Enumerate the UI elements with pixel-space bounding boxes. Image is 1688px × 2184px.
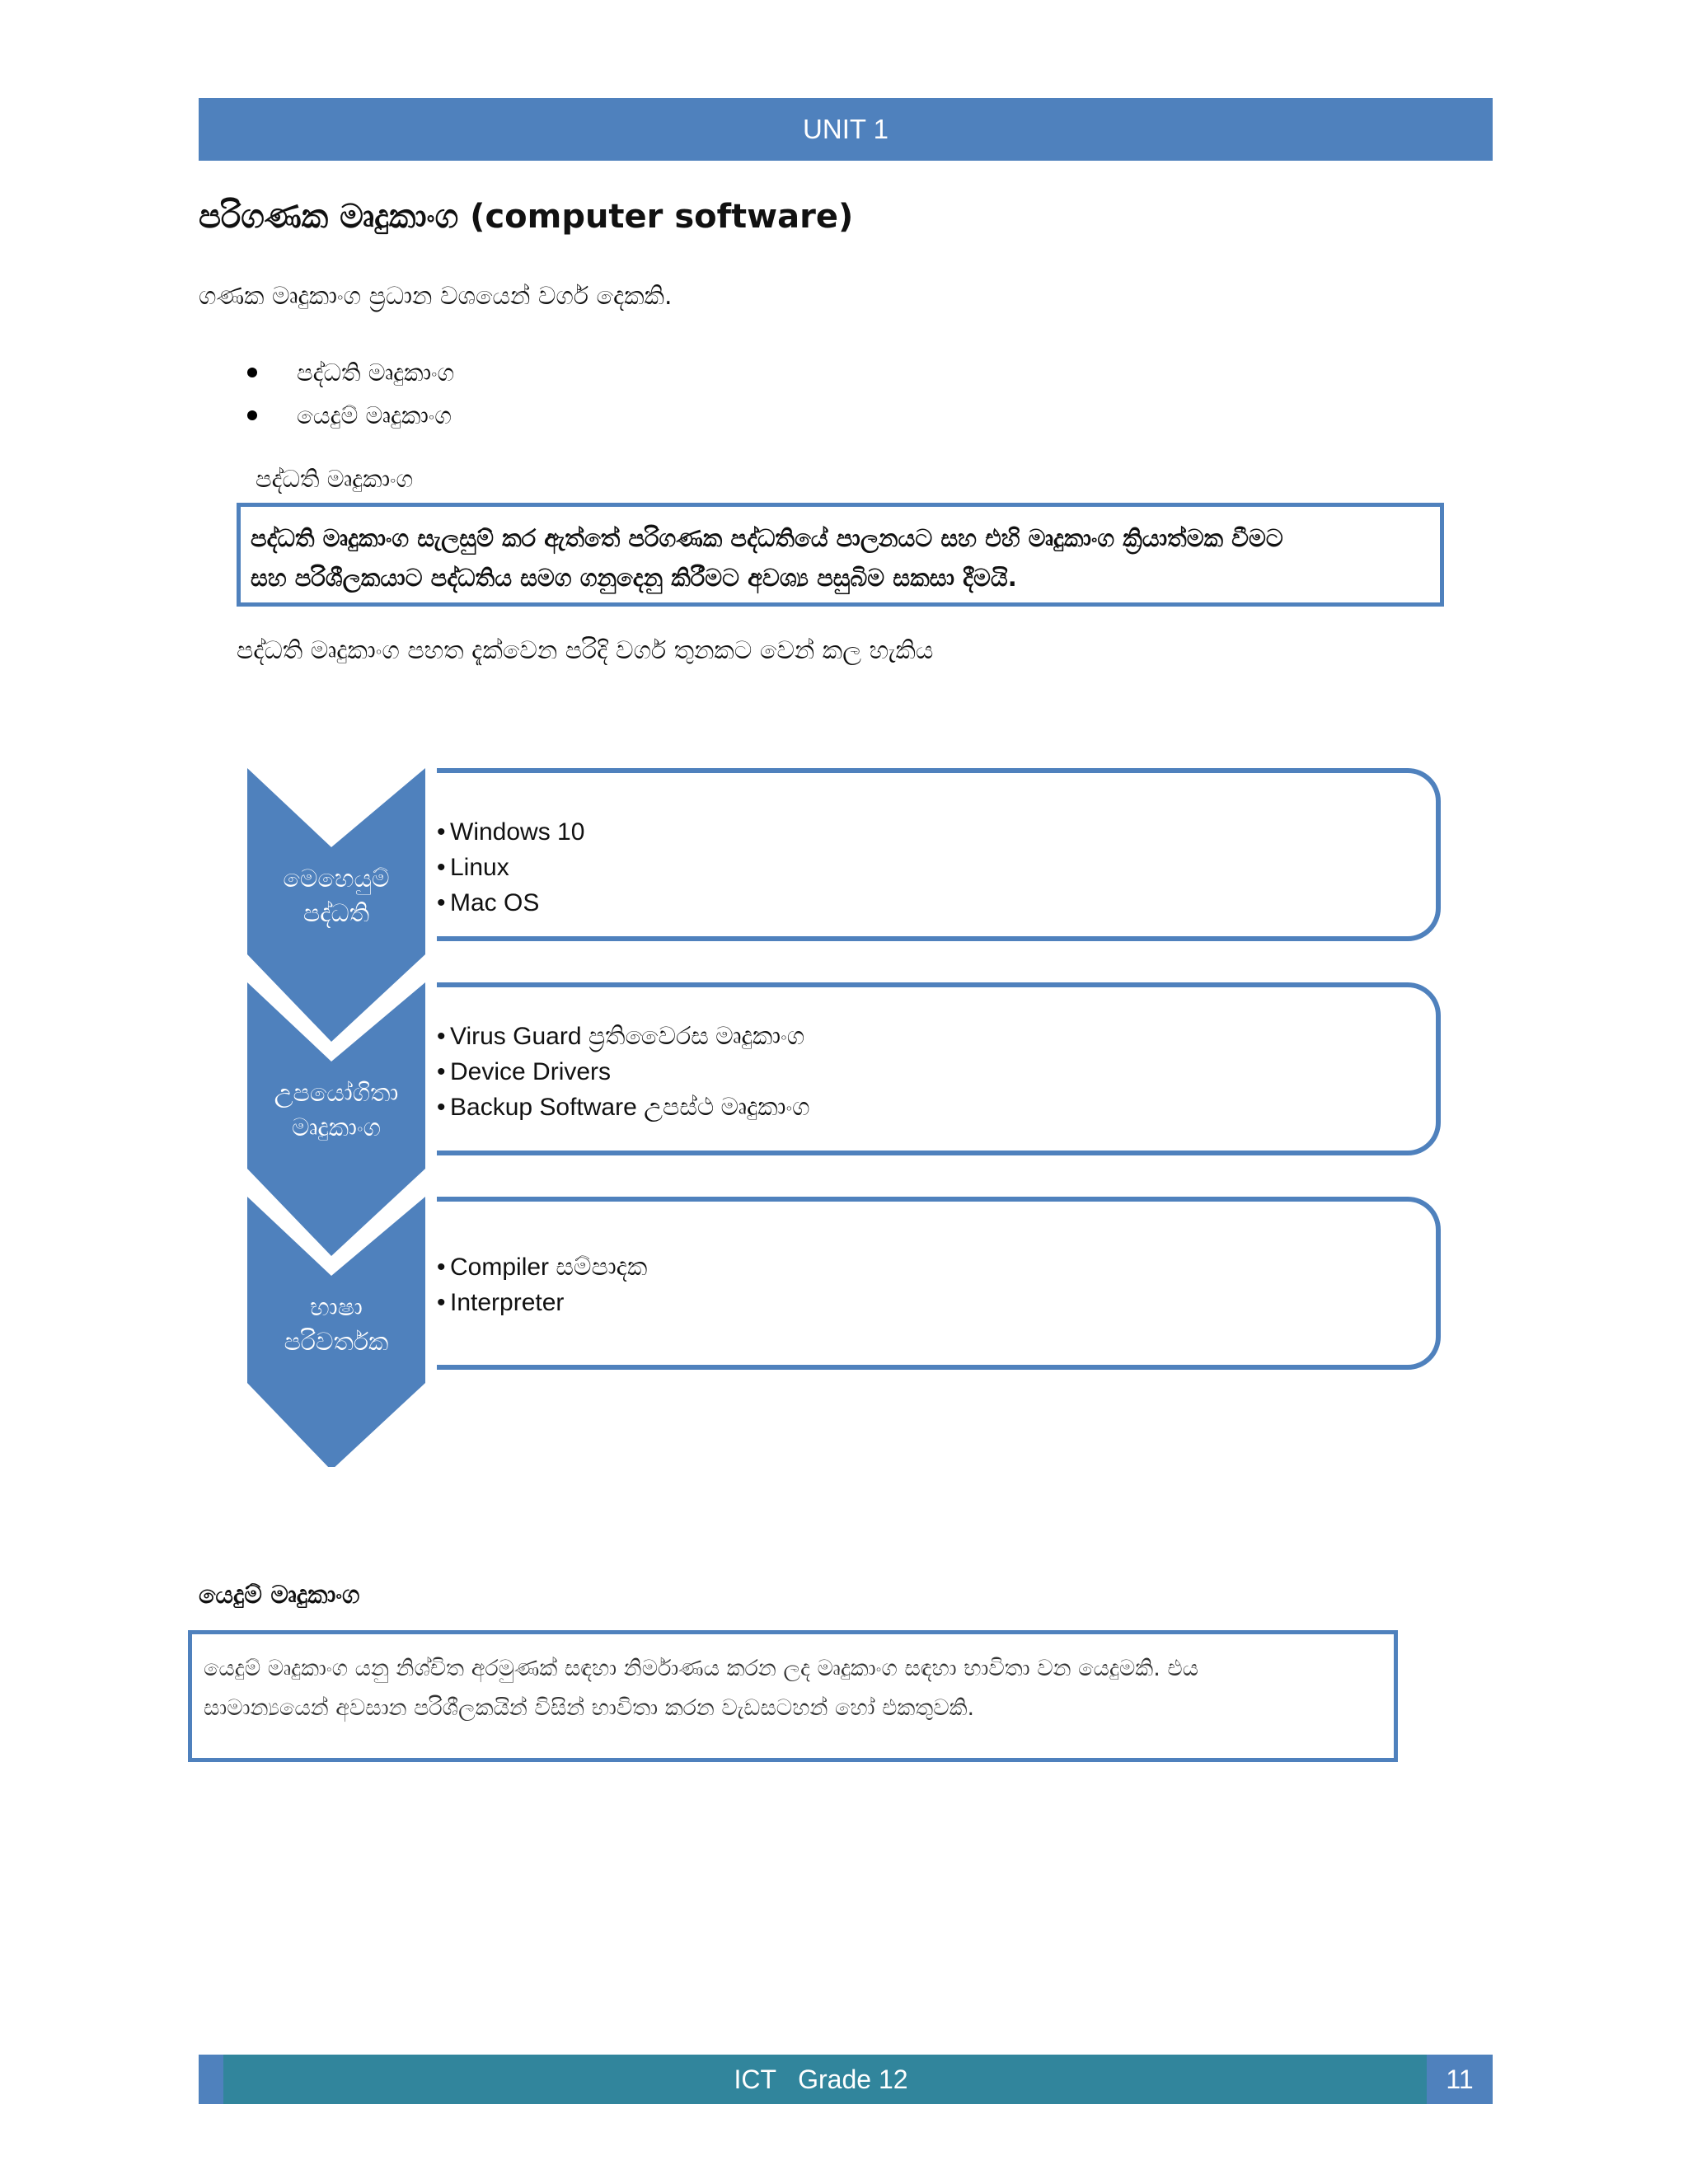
chevron-label-utility-software: උපයෝගිතා මෘදුකාංග <box>274 1079 399 1142</box>
list-item: • Virus Guard ප්‍රතිවෛරස මෘදුකාංග <box>437 1023 805 1050</box>
list-item: • Windows 10 <box>437 818 585 846</box>
system-software-heading: පද්ධති මෘදුකාංග <box>256 465 414 493</box>
footer-title: ICT Grade 12 <box>734 2064 908 2094</box>
page-title: පරිගණක මෘදුකාංග (computer software) <box>199 198 854 236</box>
language-translators-list-box <box>437 1197 1441 1370</box>
chevron-label-operating-systems: මෙහෙයුම් පද්ධති <box>283 865 390 928</box>
bullet-icon <box>247 410 257 420</box>
list-item: • Compiler සම්පාදක <box>437 1254 648 1281</box>
software-types-list <box>247 351 454 437</box>
definition-line: යෙදුම් මෘදුකාංග යනු නිශ්චිත අරමුණක් සඳහා නිර්මාණය කරන ලද මෘදුකාංග සඳහා භාවිතා වන යෙදුමකි. එය <box>204 1656 1199 1681</box>
application-software-heading: යෙදුම් මෘදුකාංග <box>199 1581 360 1610</box>
footer-accent <box>199 2055 223 2104</box>
unit-label: UNIT 1 <box>803 114 889 144</box>
chevron-label-language-translators: භාෂා පරිවර්තක <box>284 1293 389 1357</box>
utility-software-list-box <box>437 982 1441 1155</box>
list-item: • Interpreter <box>437 1289 565 1316</box>
application-software-definition-box <box>188 1630 1398 1762</box>
list-item: • Mac OS <box>437 889 540 916</box>
list-item: යෙදුම් මෘදුකාංග <box>247 394 454 437</box>
list-item: • Backup Software උපස්ථ මෘදුකාංග <box>437 1094 810 1121</box>
definition-line: සාමාන්‍යයෙන් අවසාන පරිශීලකයින් විසින් භාවිතා කරන වැඩසටහන් හෝ එකතුවකි. <box>204 1695 975 1721</box>
page-number: 11 <box>1427 2055 1493 2104</box>
footer-bar <box>199 2055 1493 2104</box>
definition-line: සහ පරිශීලකයාට පද්ධතිය සමග ගනුදෙනු කිරීමට අවශ්‍ය පසුබිම සකසා දීමයි. <box>251 564 1017 592</box>
list-item: • Linux <box>437 854 509 881</box>
operating-systems-list-box <box>437 768 1441 941</box>
list-item: පද්ධති මෘදුකාංග <box>247 351 454 394</box>
intro-text: ගණක මෘදුකාංග ප්‍රධාන වශයෙන් වර්ග දෙකකි. <box>199 282 673 311</box>
system-software-diagram <box>239 758 1459 1483</box>
list-item: • Device Drivers <box>437 1058 612 1085</box>
definition-line: පද්ධති මෘදුකාංග සැලසුම් කර ඇත්තේ පරිගණක පද්ධතියේ පාලනයට සහ එහි මෘදුකාංග ක්‍රියාත්මක වීමට <box>251 524 1283 552</box>
system-software-types-caption: පද්ධති මෘදුකාංග පහත දැක්වෙන පරිදි වර්ග තුනකට වෙන් කල හැකිය <box>237 636 934 665</box>
unit-header-bar <box>199 98 1493 161</box>
system-software-definition-box <box>237 503 1444 607</box>
bullet-icon <box>247 368 257 377</box>
